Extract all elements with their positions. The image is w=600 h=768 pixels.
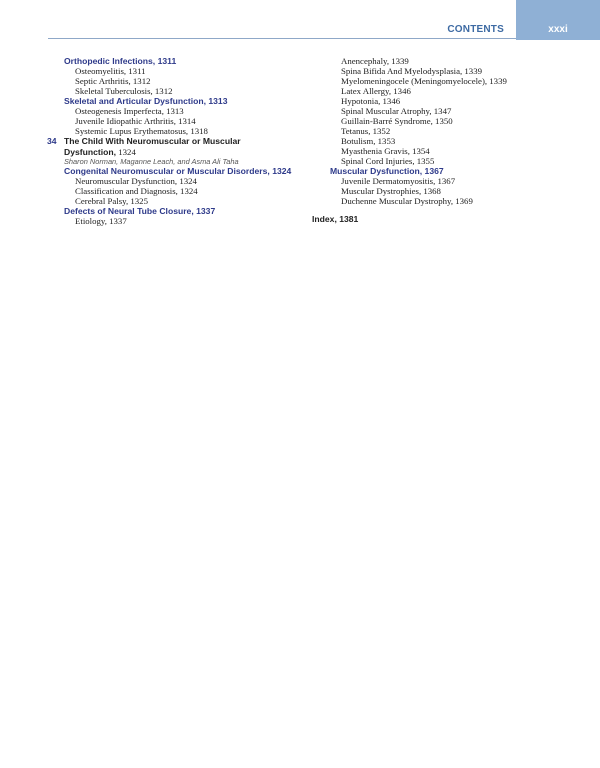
toc-heading-skeletal-articular[interactable]: Skeletal and Articular Dysfunction, 1313 bbox=[64, 96, 228, 106]
toc-heading-neural-tube[interactable]: Defects of Neural Tube Closure, 1337 bbox=[64, 206, 216, 216]
chapter-title-line1: The Child With Neuromuscular or Muscular bbox=[64, 136, 241, 146]
toc-entry[interactable]: Juvenile Dermatomyositis, 1367 bbox=[341, 176, 456, 186]
toc-entry[interactable]: Latex Allergy, 1346 bbox=[341, 86, 411, 96]
toc-entry[interactable]: Muscular Dystrophies, 1368 bbox=[341, 186, 441, 196]
chapter-authors: Sharon Norman, Maganne Leach, and Asma Ali Taha bbox=[64, 157, 239, 166]
toc-heading-muscular-dysfunction[interactable]: Muscular Dysfunction, 1367 bbox=[330, 166, 444, 176]
header-rule bbox=[48, 38, 516, 39]
toc-right-column bbox=[312, 56, 544, 224]
chapter-title-continued[interactable] bbox=[44, 146, 308, 157]
toc-entry[interactable]: Osteogenesis Imperfecta, 1313 bbox=[75, 106, 184, 116]
chapter-title[interactable] bbox=[44, 136, 308, 146]
toc-entry[interactable]: Juvenile Idiopathic Arthritis, 1314 bbox=[75, 116, 196, 126]
toc-entry[interactable]: Septic Arthritis, 1312 bbox=[75, 76, 151, 86]
toc-entry[interactable]: Spinal Cord Injuries, 1355 bbox=[341, 156, 435, 166]
toc-entry[interactable]: Spinal Muscular Atrophy, 1347 bbox=[341, 106, 452, 116]
chapter-title-line2: Dysfunction, bbox=[64, 147, 117, 157]
toc-entry[interactable]: Cerebral Palsy, 1325 bbox=[75, 196, 148, 206]
page-number: xxxi bbox=[548, 24, 568, 35]
toc-entry[interactable]: Osteomyelitis, 1311 bbox=[75, 66, 146, 76]
toc-index-entry[interactable]: Index, 1381 bbox=[312, 214, 359, 224]
toc-entry[interactable]: Spina Bifida And Myelodysplasia, 1339 bbox=[341, 66, 482, 76]
toc-entry[interactable]: Classification and Diagnosis, 1324 bbox=[75, 186, 198, 196]
toc-entry[interactable]: Anencephaly, 1339 bbox=[341, 56, 409, 66]
toc-entry[interactable]: Skeletal Tuberculosis, 1312 bbox=[75, 86, 173, 96]
toc-entry[interactable]: Guillain-Barré Syndrome, 1350 bbox=[341, 116, 453, 126]
running-header: CONTENTS bbox=[447, 24, 504, 35]
folio-tab bbox=[516, 0, 600, 40]
chapter-page: 1324 bbox=[116, 147, 136, 157]
toc-entry[interactable]: Duchenne Muscular Dystrophy, 1369 bbox=[341, 196, 473, 206]
toc-heading-congenital[interactable]: Congenital Neuromuscular or Muscular Disorders, 1324 bbox=[64, 166, 292, 176]
toc-entry[interactable]: Etiology, 1337 bbox=[75, 216, 127, 226]
toc-entry[interactable]: Myasthenia Gravis, 1354 bbox=[341, 146, 430, 156]
toc-entry[interactable]: Botulism, 1353 bbox=[341, 136, 396, 146]
toc-entry[interactable]: Tetanus, 1352 bbox=[341, 126, 391, 136]
toc-entry[interactable]: Neuromuscular Dysfunction, 1324 bbox=[75, 176, 197, 186]
chapter-number: 34 bbox=[47, 136, 57, 146]
toc-entry[interactable]: Hypotonia, 1346 bbox=[341, 96, 401, 106]
toc-heading-orthopedic-infections[interactable]: Orthopedic Infections, 1311 bbox=[64, 56, 177, 66]
toc-left-column bbox=[44, 56, 308, 226]
toc-entry[interactable]: Myelomeningocele (Meningomyelocele), 1339 bbox=[341, 76, 507, 86]
toc-entry[interactable]: Systemic Lupus Erythematosus, 1318 bbox=[75, 126, 208, 136]
